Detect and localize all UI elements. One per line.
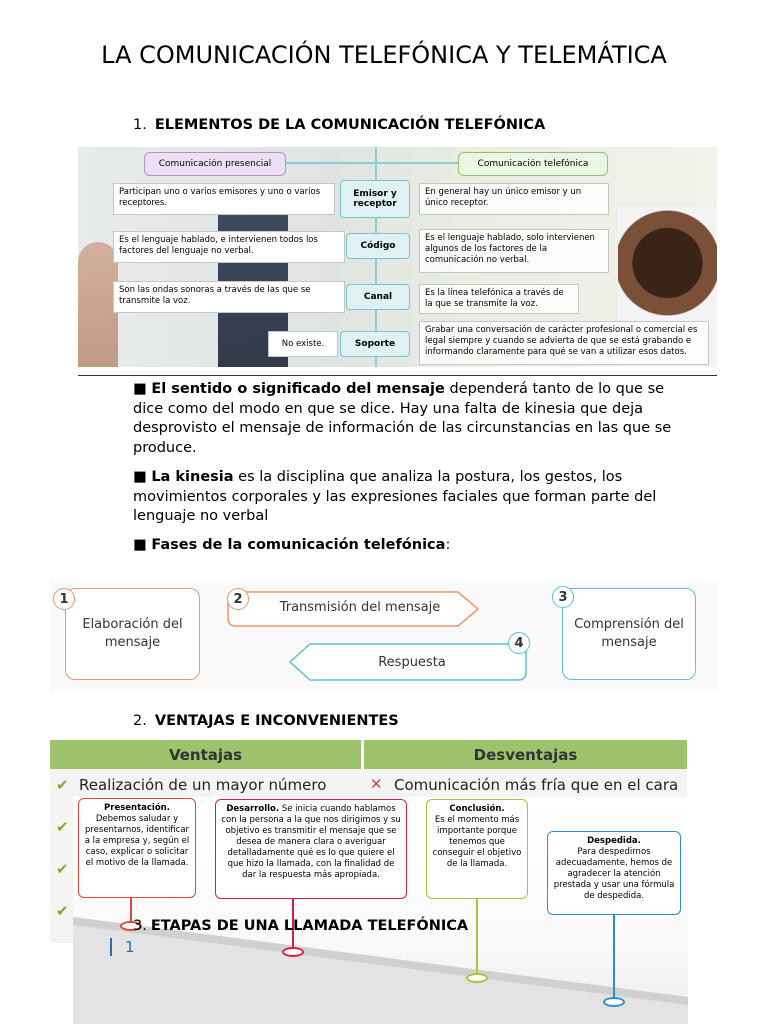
page-number-bar — [110, 938, 112, 956]
comparison-figure — [78, 147, 717, 367]
paragraph-fases-text: : — [445, 537, 451, 553]
header-divider — [361, 740, 364, 769]
phase-2-number: 2 — [227, 588, 249, 610]
phase-3-number: 3 — [552, 586, 574, 608]
col-telefonica-title: Comunicación telefónica — [458, 152, 608, 176]
row-canal-center: Canal — [346, 284, 410, 310]
row-codigo-center: Código — [346, 233, 410, 259]
bullet: ■ — [133, 537, 147, 553]
col-presencial-title: Comunicación presencial — [144, 152, 286, 176]
ventajas-header: Ventajas — [50, 740, 361, 769]
stage-presentacion-text: Debemos saludar y presentarnos, identificar a la empresa y, según el caso, explicar o solicitar el motivo de la llamada. — [84, 814, 190, 868]
desventajas-header: Desventajas — [364, 740, 687, 769]
check-icon: ✔ — [56, 776, 69, 794]
stage-desarrollo-pin — [282, 947, 304, 957]
stage-presentacion — [78, 798, 196, 898]
row-codigo-right: Es el lenguaje hablado, solo intervienen algunos de los factores de la comunicación no verbal. — [419, 229, 609, 273]
section-1-title: ELEMENTOS DE LA COMUNICACIÓN TELEFÓNICA — [154, 117, 546, 133]
row-canal-left: Son las ondas sonoras a través de las que se transmite la voz. — [113, 281, 345, 313]
check-icon: ✔ — [56, 860, 69, 878]
phase-1-box: Elaboración del mensaje — [65, 588, 200, 680]
stage-conclusion-stem — [476, 899, 478, 975]
paragraph-kinesia-text: es la disciplina que analiza la postura, los gestos, los movimientos corporales y las expresiones faciales que forman parte del lenguaje no verbal — [133, 469, 657, 524]
cross-icon: ✕ — [370, 775, 383, 793]
document-title: LA COMUNICACIÓN TELEFÓNICA Y TELEMÁTICA — [101, 41, 667, 69]
section-3-number: 3. — [133, 918, 147, 934]
row-soporte-center: Soporte — [340, 331, 410, 357]
section-3-heading — [133, 918, 468, 934]
stage-despedida-text: Para despedirnos adecuadamente, hemos de agradecer la atención prestada y usar una fórmula de despedida. — [553, 847, 675, 901]
section-1-number: 1. — [133, 117, 147, 133]
stage-desarrollo-title: Desarrollo. — [226, 804, 280, 814]
check-icon: ✔ — [56, 818, 69, 836]
paragraph-fases — [133, 536, 673, 556]
stage-conclusion — [426, 799, 528, 899]
stage-desarrollo — [215, 799, 407, 899]
stage-presentacion-stem — [130, 898, 132, 923]
stage-presentacion-title: Presentación. — [104, 803, 170, 813]
paragraph-fases-bold: Fases de la comunicación telefónica — [151, 537, 446, 553]
stage-despedida-pin — [603, 997, 625, 1007]
figure-underline — [78, 375, 717, 376]
stage-despedida — [547, 831, 681, 915]
row-emisor-right: En general hay un único emisor y un único receptor. — [419, 183, 609, 215]
paragraph-sentido-bold: El sentido o significado del mensaje — [151, 381, 445, 397]
desventaja-row-1: Comunicación más fría que en el cara — [394, 776, 679, 794]
phases-diagram — [50, 580, 718, 692]
check-icon: ✔ — [56, 902, 69, 920]
stage-conclusion-text: Es el momento más importante porque tenemos que conseguir el objetivo de la llamada. — [432, 815, 522, 869]
bullet: ■ — [133, 381, 147, 397]
stage-desarrollo-text: Se inicia cuando hablamos con la persona a la que nos dirigimos y su objetivo es transmitir el mensaje que se desea de manera clara o averiguar detalladamente qué es lo que quiere el que hizo la llamada, con la finalidad de dar la respuesta más apropiada. — [221, 804, 401, 880]
ventaja-row-1: Realización de un mayor número — [79, 776, 327, 794]
row-canal-right: Es la línea telefónica a través de la que se transmite la voz. — [419, 284, 579, 314]
phase-1-number: 1 — [53, 588, 75, 610]
phase-3-box: Comprensión del mensaje — [562, 588, 696, 680]
call-stages-figure — [73, 797, 688, 1024]
page-number: 1 — [125, 938, 135, 956]
stage-despedida-title: Despedida. — [587, 836, 641, 846]
stage-conclusion-pin — [466, 973, 488, 983]
stage-despedida-stem — [613, 915, 615, 999]
stage-conclusion-title: Conclusión. — [449, 804, 505, 814]
bullet: ■ — [133, 469, 147, 485]
phase-4-number: 4 — [508, 632, 530, 654]
section-2-title: VENTAJAS E INCONVENIENTES — [154, 713, 399, 729]
diagram-connector-horizontal — [284, 162, 458, 164]
section-1-heading — [133, 117, 545, 133]
section-2-heading — [133, 713, 399, 729]
paragraph-kinesia-bold: La kinesia — [151, 469, 234, 485]
phase-4-label: Respuesta — [378, 655, 446, 670]
section-2-number: 2. — [133, 713, 147, 729]
paragraph-sentido — [133, 380, 673, 458]
paragraph-kinesia — [133, 468, 673, 527]
person-left-image — [78, 242, 118, 367]
row-emisor-center: Emisor y receptor — [340, 180, 410, 218]
paragraph-sentido-text: dependerá tanto de lo que se dice como del modo en que se dice. Hay una falta de kinesia que deja desprovisto el mensaje de información de las circunstancias en las que se produce. — [133, 381, 672, 456]
row-soporte-left: No existe. — [268, 331, 338, 357]
phase-2-label: Transmisión del mensaje — [279, 600, 441, 615]
row-emisor-left: Participan uno o varios emisores y uno o varios receptores. — [113, 183, 335, 215]
row-soporte-right: Grabar una conversación de carácter profesional o comercial es legal siempre y cuando se advierta de que se está grabando e informando claramente para qué se van a utilizar esos datos. — [419, 321, 709, 365]
row-codigo-left: Es el lenguaje hablado, e intervienen todos los factores del lenguaje no verbal. — [113, 231, 345, 263]
section-3-title: ETAPAS DE UNA LLAMADA TELEFÓNICA — [150, 918, 469, 934]
